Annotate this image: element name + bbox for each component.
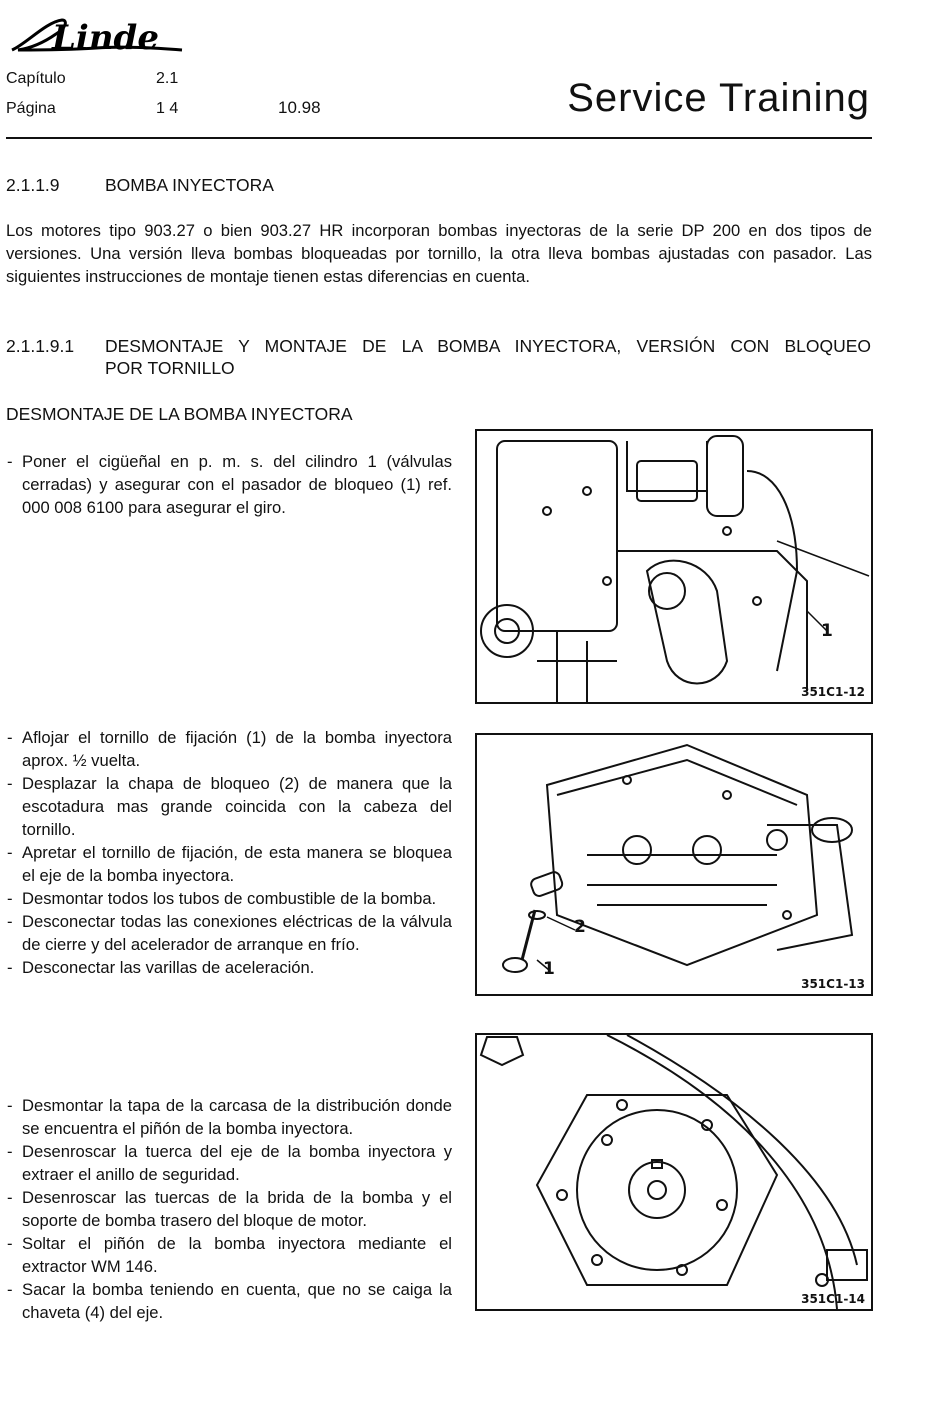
list-item: - Desenroscar la tuerca del eje de la bomba inyectora y extraer el anillo de seguridad. [6,1140,452,1186]
list-item: - Desconectar las varillas de aceleración. [6,956,452,979]
figure-1-callout-1: 1 [821,621,833,641]
chapter-label: Capítulo [6,70,66,87]
list-item: - Desconectar todas las conexiones eléctricas de la válvula de cierre y del acelerador de arranque en frío. [6,910,452,956]
subsection-title-line2: POR TORNILLO [105,358,235,378]
intro-paragraph: Los motores tipo 903.27 o bien 903.27 HR incorporan bombas inyectoras de la serie DP 200 en dos tipos de versiones. Una versión lleva bombas bloqueadas por tornillo, la otra lleva bombas ajustadas con pasador. Las siguientes instrucciones de montaje tienen estas diferencias en cuenta. [6,221,872,286]
page-label: Página [6,100,56,117]
figure-2-callout-1: 1 [543,959,555,979]
list-item: - Desmontar todos los tubos de combustible de la bomba. [6,887,452,910]
brand-text: Linde [52,18,159,56]
procedure-heading: DESMONTAJE DE LA BOMBA INYECTORA [6,404,353,424]
page-title: Service Training [567,76,870,120]
header-rule [6,137,872,139]
steps-list-3 [6,1094,452,1324]
subsection-title-line1: DESMONTAJE Y MONTAJE DE LA BOMBA INYECTORA, VERSIÓN CON BLOQUEO [105,336,871,356]
list-item: - Soltar el piñón de la bomba inyectora mediante el extractor WM 146. [6,1232,452,1278]
chapter-value: 2.1 [156,70,179,87]
list-item: - Sacar la bomba teniendo en cuenta, que no se caiga la chaveta (4) del eje. [6,1278,452,1324]
injection-pump-drawing-icon [477,735,871,994]
figure-3-code: 351C1-14 [801,1292,865,1306]
figure-2 [475,733,873,996]
list-item: - Desmontar la tapa de la carcasa de la distribución donde se encuentra el piñón de la bomba inyectora. [6,1094,452,1140]
steps-list-1 [6,450,452,519]
section-number: 2.1.1.9 [6,175,60,195]
date: 10.98 [278,98,321,117]
engine-locking-pin-drawing-icon [477,431,871,702]
page-value: 1 4 [156,100,179,117]
steps-list-2 [6,726,452,979]
list-item: - Aflojar el tornillo de fijación (1) de la bomba inyectora aprox. ½ vuelta. [6,726,452,772]
linde-logo [6,14,186,56]
figure-1-code: 351C1-12 [801,685,865,699]
figure-3 [475,1033,873,1311]
figure-1 [475,429,873,704]
list-item: - Desplazar la chapa de bloqueo (2) de manera que la escotadura mas grande coincida con la cabeza del tornillo. [6,772,452,841]
section-title: BOMBA INYECTORA [105,175,274,195]
pump-flange-drawing-icon [477,1035,871,1309]
figure-2-callout-2: 2 [574,917,586,937]
figure-2-code: 351C1-13 [801,977,865,991]
list-item: - Poner el cigüeñal en p. m. s. del cilindro 1 (válvulas cerradas) y asegurar con el pasador de bloqueo (1) ref. 000 008 6100 para asegurar el giro. [6,450,452,519]
list-item: - Apretar el tornillo de fijación, de esta manera se bloquea el eje de la bomba inyectora. [6,841,452,887]
list-item: - Desenroscar las tuercas de la brida de la bomba y el soporte de bomba trasero del bloque de motor. [6,1186,452,1232]
subsection-number: 2.1.1.9.1 [6,336,75,356]
